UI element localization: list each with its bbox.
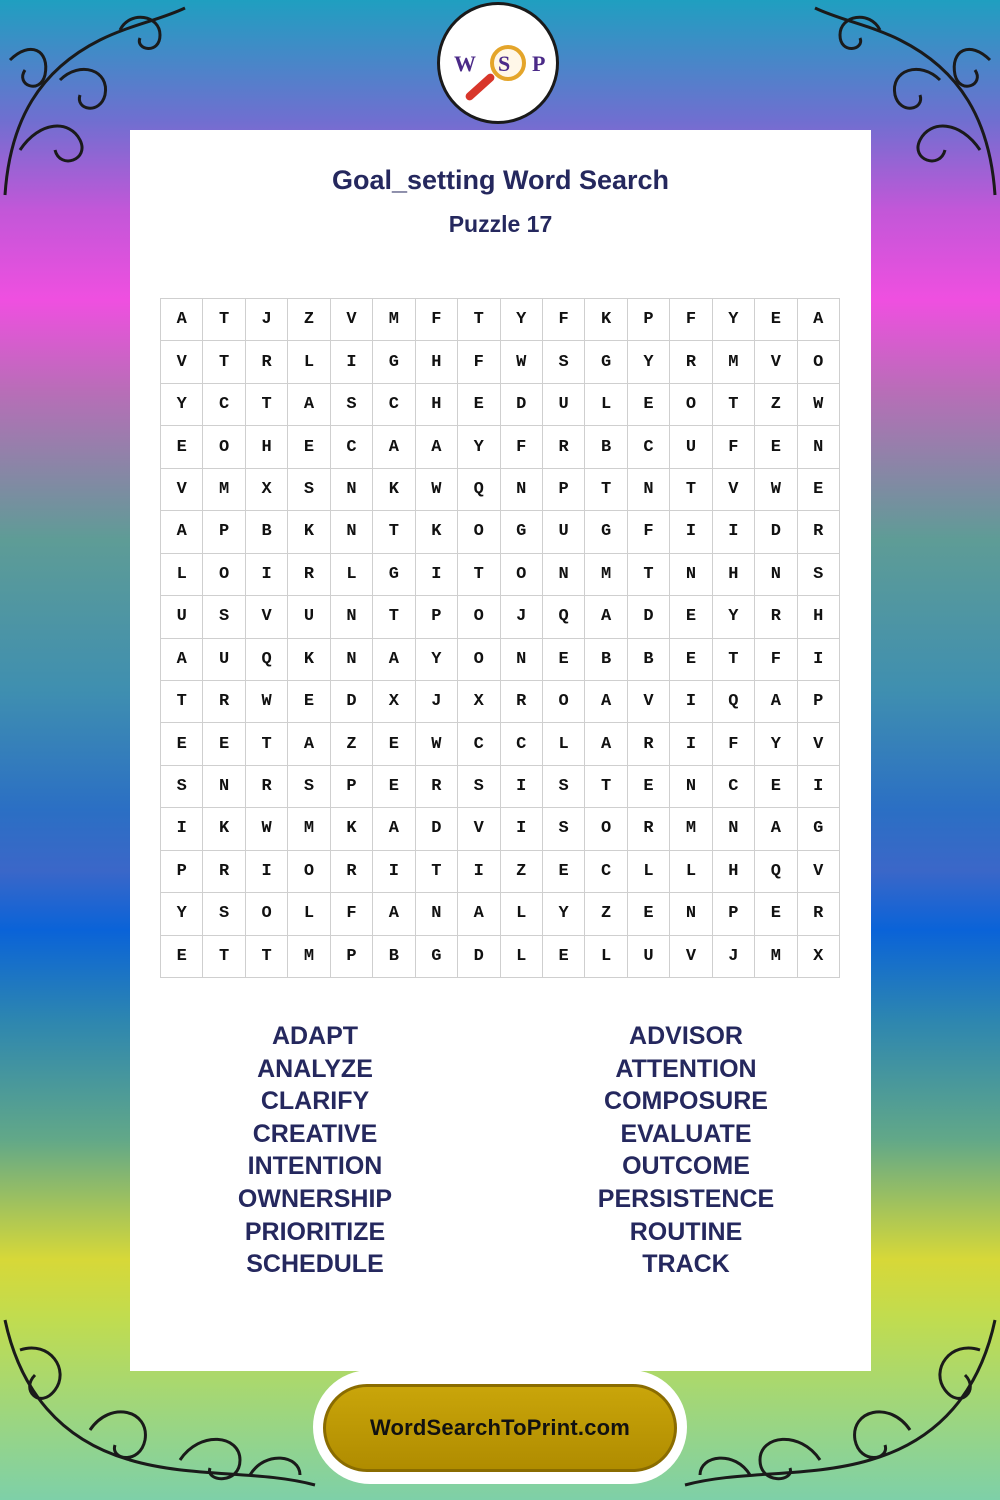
grid-cell: A [585,723,627,765]
grid-cell: V [628,681,670,723]
grid-cell: E [373,766,415,808]
grid-cell: O [203,554,245,596]
grid-cell: N [203,766,245,808]
grid-cell: I [246,554,288,596]
word-item: TRACK [642,1250,730,1279]
grid-cell: O [458,639,500,681]
grid-cell: P [331,766,373,808]
grid-cell: A [161,511,203,553]
word-item: ADVISOR [629,1022,743,1050]
grid-cell: L [501,936,543,978]
grid-cell: V [798,723,840,765]
grid-cell: A [585,596,627,638]
grid-cell: G [501,511,543,553]
grid-cell: N [331,639,373,681]
word-item: ROUTINE [629,1217,743,1246]
grid-cell: E [373,723,415,765]
grid-cell: R [798,893,840,935]
grid-cell: E [755,893,797,935]
grid-cell: W [416,469,458,511]
grid-cell: V [798,851,840,893]
grid-cell: R [628,723,670,765]
grid-cell: I [670,681,712,723]
grid-cell: T [670,469,712,511]
grid-cell: T [246,936,288,978]
puzzle-card [130,130,871,1371]
grid-cell: A [416,426,458,468]
grid-cell: W [416,723,458,765]
grid-cell: L [288,341,330,383]
grid-cell: R [543,426,585,468]
logo-letter-s: S [498,51,511,76]
grid-cell: A [373,808,415,850]
grid-cell: T [373,511,415,553]
word-item: PRIORITIZE [244,1217,386,1246]
grid-cell: E [628,766,670,808]
grid-cell: G [416,936,458,978]
grid-cell: S [331,384,373,426]
grid-cell: L [628,851,670,893]
grid-cell: C [373,384,415,426]
grid-cell: N [670,893,712,935]
word-item: CREATIVE [252,1119,378,1148]
grid-cell: K [585,299,627,341]
grid-cell: Y [161,384,203,426]
grid-cell: O [458,511,500,553]
grid-cell: I [501,766,543,808]
grid-cell: Y [755,723,797,765]
grid-cell: S [203,893,245,935]
grid-cell: V [713,469,755,511]
grid-cell: E [755,426,797,468]
grid-cell: B [246,511,288,553]
grid-cell: A [288,723,330,765]
grid-cell: L [585,936,627,978]
word-item: CLARIFY [260,1087,370,1116]
grid-cell: T [203,299,245,341]
grid-cell: P [628,299,670,341]
grid-cell: N [798,426,840,468]
word-item: SCHEDULE [246,1250,384,1279]
grid-cell: C [203,384,245,426]
grid-cell: Z [755,384,797,426]
grid-cell: Y [161,893,203,935]
grid-cell: F [416,299,458,341]
grid-cell: G [373,554,415,596]
grid-cell: E [288,681,330,723]
grid-cell: D [331,681,373,723]
grid-cell: E [458,384,500,426]
grid-cell: J [416,681,458,723]
grid-cell: V [755,341,797,383]
grid-cell: R [203,851,245,893]
grid-cell: P [416,596,458,638]
grid-cell: B [585,639,627,681]
grid-cell: E [288,426,330,468]
grid-cell: C [458,723,500,765]
grid-cell: T [713,639,755,681]
grid-cell: Y [416,639,458,681]
grid-cell: O [246,893,288,935]
grid-cell: F [331,893,373,935]
grid-cell: R [755,596,797,638]
grid-cell: E [628,384,670,426]
word-item: OUTCOME [622,1152,750,1181]
grid-cell: E [161,426,203,468]
grid-cell: F [458,341,500,383]
grid-cell: I [798,639,840,681]
grid-cell: N [713,808,755,850]
grid-cell: T [713,384,755,426]
grid-cell: Z [501,851,543,893]
page-title: Goal_setting Word Search [331,165,670,195]
grid-cell: M [755,936,797,978]
grid-cell: Y [501,299,543,341]
grid-cell: A [458,893,500,935]
logo-letter-p: P [532,51,546,76]
grid-cell: N [501,639,543,681]
grid-cell: X [373,681,415,723]
grid-cell: E [543,639,585,681]
grid-cell: I [501,808,543,850]
grid-cell: S [288,469,330,511]
grid-cell: M [713,341,755,383]
grid-cell: S [203,596,245,638]
grid-cell: N [755,554,797,596]
logo-letter-w: W [454,51,476,76]
grid-cell: U [543,384,585,426]
grid-cell: F [501,426,543,468]
grid-cell: R [246,766,288,808]
grid-cell: R [416,766,458,808]
grid-cell: I [331,341,373,383]
grid-cell: T [458,299,500,341]
word-item: PERSISTENCE [597,1184,775,1213]
word-item: COMPOSURE [604,1087,768,1116]
grid-cell: A [161,639,203,681]
grid-cell: O [288,851,330,893]
grid-cell: W [246,808,288,850]
grid-cell: T [458,554,500,596]
grid-cell: A [288,384,330,426]
grid-cell: B [585,426,627,468]
grid-cell: F [670,299,712,341]
grid-cell: B [628,639,670,681]
grid-cell: I [798,766,840,808]
grid-cell: H [416,341,458,383]
grid-cell: U [670,426,712,468]
grid-cell: C [713,766,755,808]
grid-cell: N [416,893,458,935]
grid-cell: T [203,341,245,383]
grid-cell: F [713,723,755,765]
grid-cell: A [798,299,840,341]
grid-cell: M [288,808,330,850]
grid-cell: U [288,596,330,638]
grid-cell: H [713,851,755,893]
grid-cell: P [203,511,245,553]
grid-cell: S [458,766,500,808]
grid-cell: X [458,681,500,723]
grid-cell: Z [331,723,373,765]
grid-cell: R [501,681,543,723]
grid-cell: T [373,596,415,638]
grid-cell: K [288,639,330,681]
grid-cell: P [798,681,840,723]
grid-cell: W [798,384,840,426]
grid-cell: D [628,596,670,638]
grid-cell: Y [543,893,585,935]
grid-cell: I [670,511,712,553]
grid-cell: P [161,851,203,893]
grid-cell: T [628,554,670,596]
grid-cell: A [755,681,797,723]
grid-cell: V [331,299,373,341]
grid-cell: N [331,511,373,553]
letter-grid [160,298,840,978]
grid-cell: T [246,723,288,765]
grid-cell: E [543,851,585,893]
grid-cell: K [203,808,245,850]
grid-cell: N [501,469,543,511]
grid-cell: O [458,596,500,638]
grid-cell: S [798,554,840,596]
grid-cell: J [713,936,755,978]
grid-cell: M [203,469,245,511]
grid-cell: J [501,596,543,638]
grid-cell: Y [458,426,500,468]
grid-cell: K [416,511,458,553]
grid-cell: R [670,341,712,383]
grid-cell: N [331,596,373,638]
grid-cell: D [416,808,458,850]
grid-cell: N [543,554,585,596]
grid-cell: G [585,511,627,553]
word-item: OWNERSHIP [237,1184,393,1213]
grid-cell: D [458,936,500,978]
grid-cell: E [161,723,203,765]
grid-cell: S [543,341,585,383]
grid-cell: Y [713,299,755,341]
grid-cell: N [331,469,373,511]
grid-cell: T [585,469,627,511]
grid-cell: U [543,511,585,553]
grid-cell: Q [543,596,585,638]
grid-cell: Z [288,299,330,341]
grid-cell: P [713,893,755,935]
grid-cell: C [331,426,373,468]
grid-cell: L [331,554,373,596]
grid-cell: O [501,554,543,596]
grid-cell: R [798,511,840,553]
grid-cell: E [203,723,245,765]
grid-cell: A [373,426,415,468]
grid-cell: T [585,766,627,808]
grid-cell: F [628,511,670,553]
grid-cell: A [755,808,797,850]
grid-cell: I [713,511,755,553]
word-item: EVALUATE [620,1119,752,1148]
grid-cell: S [543,808,585,850]
grid-cell: R [628,808,670,850]
grid-cell: Q [713,681,755,723]
grid-cell: T [416,851,458,893]
grid-cell: Y [713,596,755,638]
grid-cell: A [373,639,415,681]
grid-cell: L [501,893,543,935]
grid-cell: L [288,893,330,935]
site-link-button[interactable]: WordSearchToPrint.com [323,1384,677,1472]
grid-cell: E [543,936,585,978]
grid-cell: D [501,384,543,426]
grid-cell: R [288,554,330,596]
grid-cell: I [416,554,458,596]
grid-cell: K [331,808,373,850]
word-item: ADAPT [271,1022,359,1050]
grid-cell: C [585,851,627,893]
grid-cell: N [670,554,712,596]
grid-cell: N [628,469,670,511]
grid-cell: M [585,554,627,596]
grid-cell: V [161,341,203,383]
grid-cell: H [798,596,840,638]
grid-cell: V [246,596,288,638]
site-logo[interactable] [437,2,559,124]
grid-cell: H [713,554,755,596]
grid-cell: U [203,639,245,681]
grid-cell: X [246,469,288,511]
grid-cell: M [373,299,415,341]
grid-cell: P [543,469,585,511]
grid-cell: F [543,299,585,341]
site-badge [313,1370,687,1484]
grid-cell: U [628,936,670,978]
grid-cell: K [373,469,415,511]
grid-cell: E [670,639,712,681]
grid-cell: S [543,766,585,808]
grid-cell: D [755,511,797,553]
grid-cell: A [585,681,627,723]
grid-cell: I [373,851,415,893]
word-item: ATTENTION [615,1054,757,1083]
word-list-right [501,1020,871,1281]
grid-cell: E [798,469,840,511]
grid-cell: O [203,426,245,468]
grid-cell: S [288,766,330,808]
word-item: ANALYZE [257,1054,373,1083]
grid-cell: M [288,936,330,978]
grid-cell: R [203,681,245,723]
grid-cell: J [246,299,288,341]
grid-cell: F [755,639,797,681]
grid-cell: A [161,299,203,341]
grid-cell: Q [458,469,500,511]
grid-cell: I [246,851,288,893]
grid-cell: L [670,851,712,893]
grid-cell: E [161,936,203,978]
grid-cell: V [458,808,500,850]
grid-cell: F [713,426,755,468]
grid-cell: O [798,341,840,383]
grid-cell: L [161,554,203,596]
grid-cell: T [246,384,288,426]
grid-cell: M [670,808,712,850]
grid-cell: O [543,681,585,723]
grid-cell: T [161,681,203,723]
grid-cell: E [670,596,712,638]
grid-cell: Q [755,851,797,893]
grid-cell: I [670,723,712,765]
grid-cell: E [755,299,797,341]
grid-cell: R [331,851,373,893]
grid-cell: C [501,723,543,765]
grid-cell: H [416,384,458,426]
grid-cell: Q [246,639,288,681]
grid-cell: O [670,384,712,426]
grid-cell: A [373,893,415,935]
grid-cell: C [628,426,670,468]
grid-cell: W [755,469,797,511]
grid-cell: L [585,384,627,426]
word-list-left [130,1020,500,1281]
grid-cell: G [373,341,415,383]
grid-cell: V [670,936,712,978]
word-item: INTENTION [247,1152,383,1181]
grid-cell: N [670,766,712,808]
grid-cell: W [501,341,543,383]
grid-cell: E [628,893,670,935]
grid-cell: I [161,808,203,850]
grid-cell: P [331,936,373,978]
grid-cell: Z [585,893,627,935]
grid-cell: X [798,936,840,978]
grid-cell: O [585,808,627,850]
grid-cell: R [246,341,288,383]
grid-cell: S [161,766,203,808]
grid-cell: B [373,936,415,978]
grid-cell: U [161,596,203,638]
grid-cell: W [246,681,288,723]
grid-cell: Y [628,341,670,383]
grid-cell: H [246,426,288,468]
grid-cell: E [755,766,797,808]
grid-cell: I [458,851,500,893]
grid-cell: G [798,808,840,850]
grid-cell: V [161,469,203,511]
grid-cell: L [543,723,585,765]
puzzle-number: Puzzle 17 [448,211,553,237]
grid-cell: K [288,511,330,553]
grid-cell: G [585,341,627,383]
grid-cell: T [203,936,245,978]
